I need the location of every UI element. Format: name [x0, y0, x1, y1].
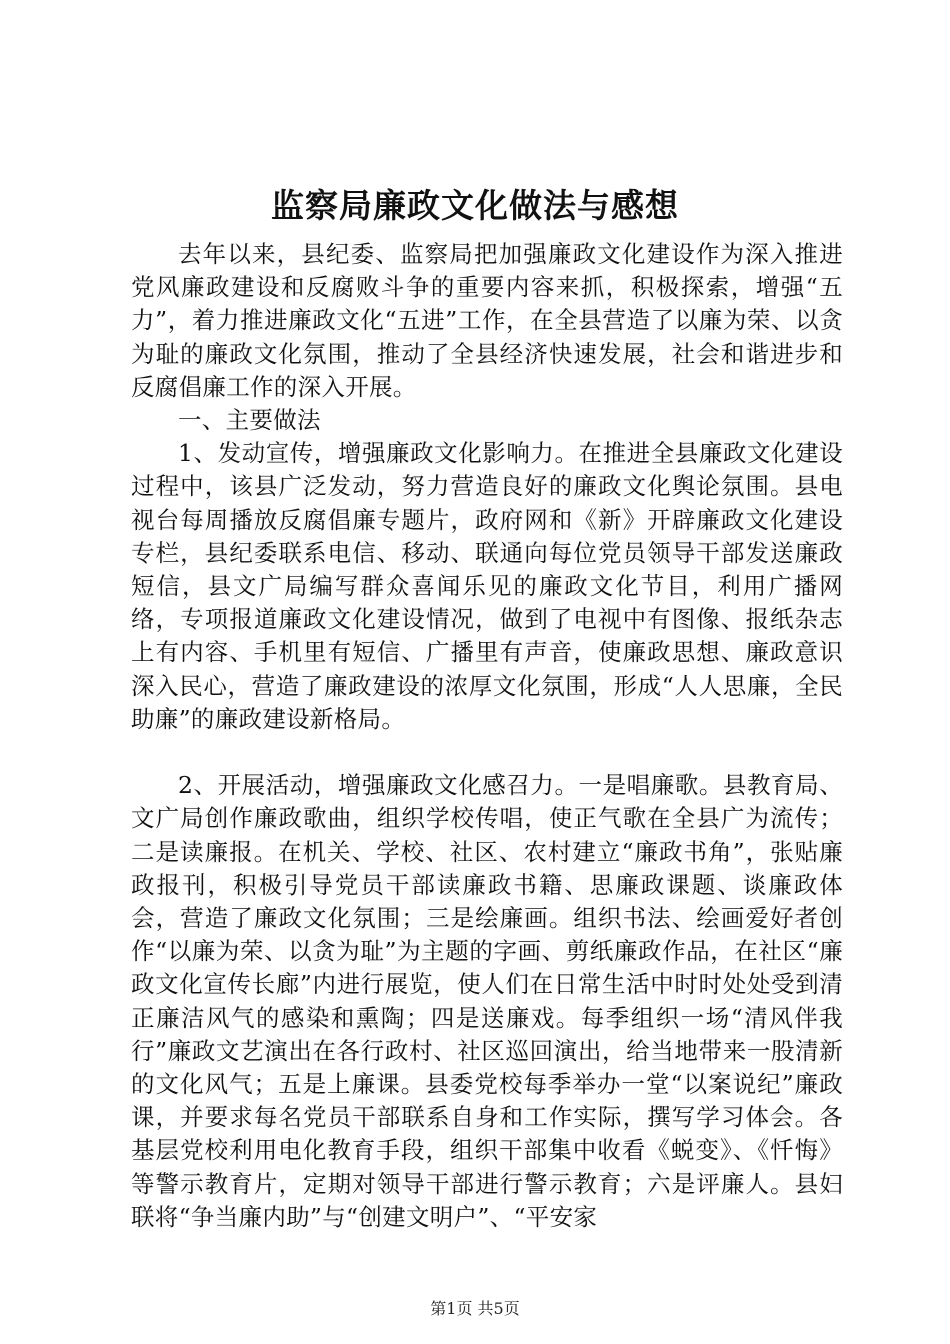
- document-title: 监察局廉政文化做法与感想: [271, 186, 679, 225]
- page-number-footer: 第1页 共5页: [430, 1299, 520, 1318]
- paragraph-intro: 去年以来，县纪委、监察局把加强廉政文化建设作为深入推进党风廉政建设和反腐败斗争的重要内容来抓，积极探索，增强“五力”，着力推进廉政文化“五进”工作，在全县营造了以廉为荣、以贪为耻的廉政文化氛围，推动了全县经济快速发展，社会和谐进步和反腐倡廉工作的深入开展。: [131, 240, 843, 401]
- section-heading: 一、主要做法: [178, 406, 321, 435]
- paragraph-item-2: 2、开展活动，增强廉政文化感召力。一是唱廉歌。县教育局、文广局创作廉政歌曲，组织学校传唱，使正气歌在全县广为流传；二是读廉报。在机关、学校、社区、农村建立“廉政书角”，张贴廉政报刊，积极引导党员干部读廉政书籍、思廉政课题、谈廉政体会，营造了廉政文化氛围；三是绘廉画。组织书法、绘画爱好者创作“以廉为荣、以贪为耻”为主题的字画、剪纸廉政作品，在社区“廉政文化宣传长廊”内进行展览，使人们在日常生活中时时处处受到清正廉洁风气的感染和熏陶；四是送廉戏。每季组织一场“清风伴我行”廉政文艺演出在各行政村、社区巡回演出，给当地带来一股清新的文化风气；五是上廉课。县委党校每季举办一堂“以案说纪”廉政课，并要求每名党员干部联系自身和工作实际，撰写学习体会。各基层党校利用电化教育手段，组织干部集中收看《蜕变》、《忏悔》等警示教育片，定期对领导干部进行警示教育；六是评廉人。县妇联将“争当廉内助”与“创建文明户”、“平安家: [131, 771, 843, 1231]
- document-body: [131, 238, 843, 1234]
- paragraph-item-1: 1、发动宣传，增强廉政文化影响力。在推进全县廉政文化建设过程中，该县广泛发动，努力营造良好的廉政文化舆论氛围。县电视台每周播放反腐倡廉专题片，政府网和《新》开辟廉政文化建设专栏，县纪委联系电信、移动、联通向每位党员领导干部发送廉政短信，县文广局编写群众喜闻乐见的廉政文化节目，利用广播网络，专项报道廉政文化建设情况，做到了电视中有图像、报纸杂志上有内容、手机里有短信、广播里有声音，使廉政思想、廉政意识深入民心，营造了廉政建设的浓厚文化氛围，形成“人人思廉，全民助廉”的廉政建设新格局。: [131, 439, 843, 733]
